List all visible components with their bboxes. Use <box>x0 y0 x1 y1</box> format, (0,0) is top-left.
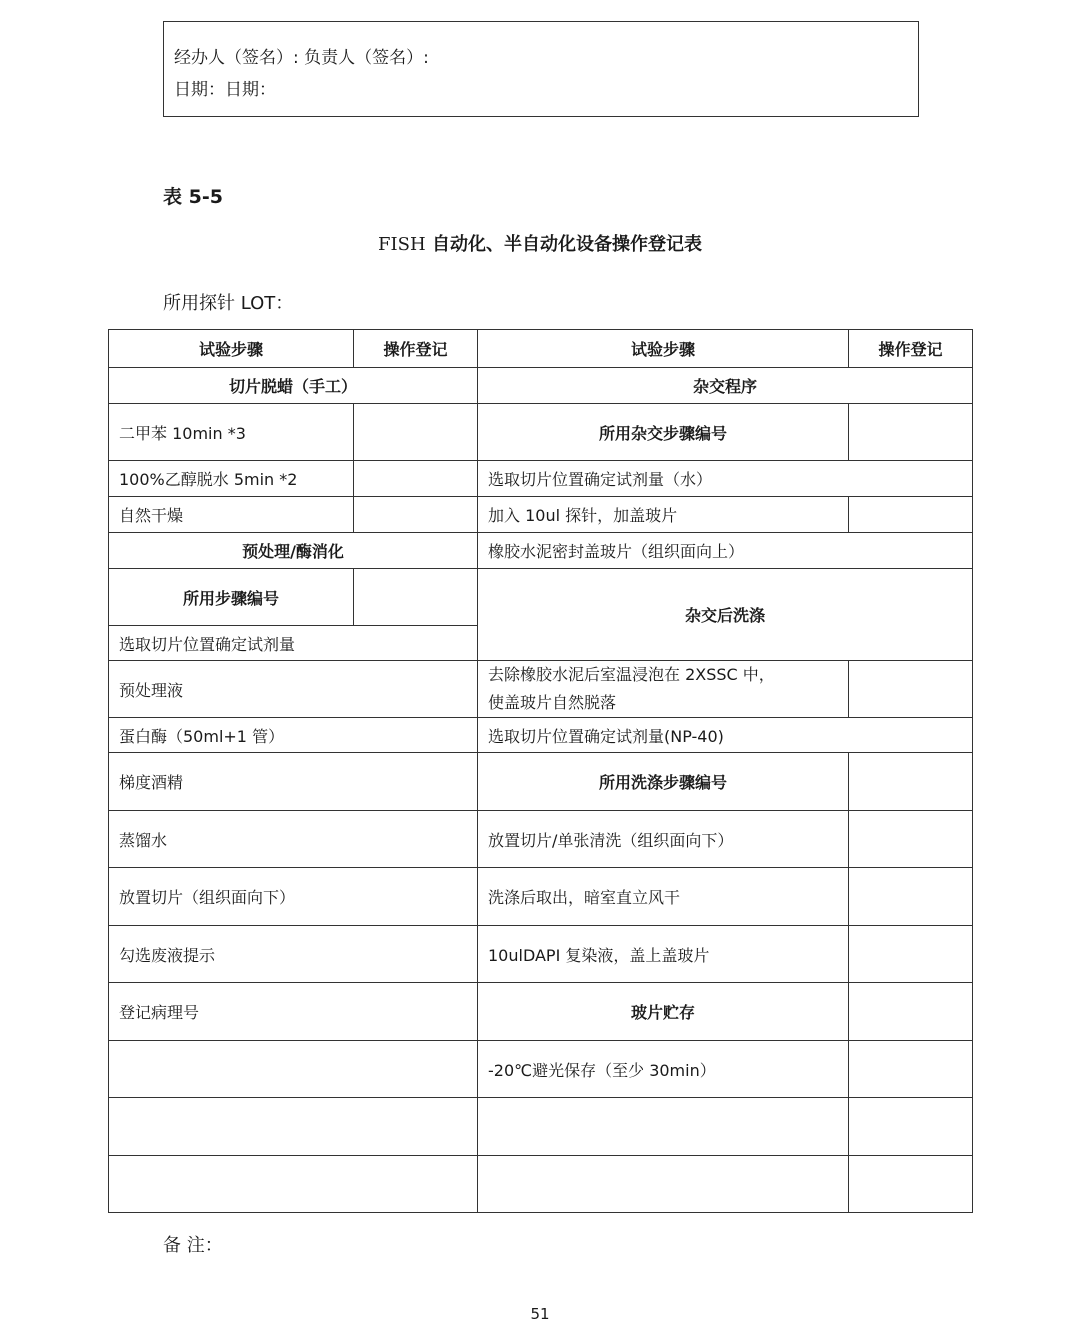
register-cell[interactable] <box>849 1041 973 1098</box>
register-cell[interactable] <box>354 569 478 626</box>
step-add-probe: 加入 10ul 探针，加盖玻片 <box>478 497 849 533</box>
register-cell[interactable] <box>354 404 478 461</box>
register-cell[interactable] <box>849 404 973 461</box>
date-line: 日期：日期： <box>174 80 276 100</box>
step-air-dry: 自然干燥 <box>109 497 354 533</box>
step-dapi: 10ulDAPI 复染液，盖上盖玻片 <box>478 926 849 983</box>
empty-cell[interactable] <box>478 1098 849 1156</box>
signature-line: 经办人（签名）: 负责人（签名）: <box>174 48 429 68</box>
form-title-prefix: FISH <box>378 234 426 255</box>
step-remove-rubber-line2: 使盖玻片自然脱落 <box>488 693 617 712</box>
register-cell[interactable] <box>849 926 973 983</box>
step-storage: -20℃避光保存（至少 30min） <box>478 1041 849 1098</box>
register-cell[interactable] <box>849 753 973 811</box>
hyb-step-number: 所用杂交步骤编号 <box>478 404 849 461</box>
empty-cell[interactable] <box>109 1041 478 1098</box>
register-cell[interactable] <box>849 811 973 868</box>
step-graded-alcohol: 梯度酒精 <box>109 753 478 811</box>
step-xylene: 二甲苯 10min *3 <box>109 404 354 461</box>
step-remove-rubber <box>478 661 849 718</box>
step-distilled-water: 蒸馏水 <box>109 811 478 868</box>
register-cell[interactable] <box>849 983 973 1041</box>
form-title <box>0 230 1080 256</box>
step-protease: 蛋白酶（50ml+1 管） <box>109 718 478 753</box>
section-pretreatment: 预处理/酶消化 <box>109 533 478 569</box>
remarks-label: 备 注： <box>163 1235 223 1256</box>
page-number: 51 <box>530 1305 550 1323</box>
section-slide-storage: 玻片贮存 <box>478 983 849 1041</box>
register-cell[interactable] <box>849 868 973 926</box>
step-after-wash: 洗涤后取出，暗室直立风干 <box>478 868 849 926</box>
step-pretreat-solution: 预处理液 <box>109 661 478 718</box>
step-select-reagent-water: 选取切片位置确定试剂量（水） <box>478 461 973 497</box>
header-step-left: 试验步骤 <box>109 330 354 368</box>
empty-cell[interactable] <box>478 1156 849 1213</box>
section-post-wash: 杂交后洗涤 <box>478 569 973 661</box>
step-waste-prompt: 勾选废液提示 <box>109 926 478 983</box>
empty-cell[interactable] <box>109 1098 478 1156</box>
table-label: 表 5-5 <box>163 186 223 208</box>
step-pathology-number: 登记病理号 <box>109 983 478 1041</box>
step-place-slide: 放置切片（组织面向下） <box>109 868 478 926</box>
step-place-slide-wash: 放置切片/单张清洗（组织面向下） <box>478 811 849 868</box>
register-cell[interactable] <box>354 497 478 533</box>
header-register-right: 操作登记 <box>849 330 973 368</box>
step-select-reagent: 选取切片位置确定试剂量 <box>109 626 478 661</box>
step-rubber-seal: 橡胶水泥密封盖玻片（组织面向上） <box>478 533 973 569</box>
operation-register-table <box>108 329 973 1213</box>
section-hybridization: 杂交程序 <box>478 368 973 404</box>
step-select-reagent-np40: 选取切片位置确定试剂量(NP-40) <box>478 718 973 753</box>
probe-lot-label: 所用探针 LOT： <box>163 293 294 314</box>
header-register-left: 操作登记 <box>354 330 478 368</box>
register-cell[interactable] <box>849 661 973 718</box>
register-cell[interactable] <box>849 1098 973 1156</box>
step-number-label: 所用步骤编号 <box>109 569 354 626</box>
register-cell[interactable] <box>849 497 973 533</box>
form-title-main: 自动化、半自动化设备操作登记表 <box>425 234 702 255</box>
register-cell[interactable] <box>354 461 478 497</box>
empty-cell[interactable] <box>109 1156 478 1213</box>
header-step-right: 试验步骤 <box>478 330 849 368</box>
wash-step-number: 所用洗涤步骤编号 <box>478 753 849 811</box>
step-ethanol: 100%乙醇脱水 5min *2 <box>109 461 354 497</box>
signature-box <box>163 21 919 117</box>
section-dewax: 切片脱蜡（手工） <box>109 368 478 404</box>
step-remove-rubber-line1: 去除橡胶水泥后室温浸泡在 2XSSC 中， <box>488 665 775 684</box>
register-cell[interactable] <box>849 1156 973 1213</box>
